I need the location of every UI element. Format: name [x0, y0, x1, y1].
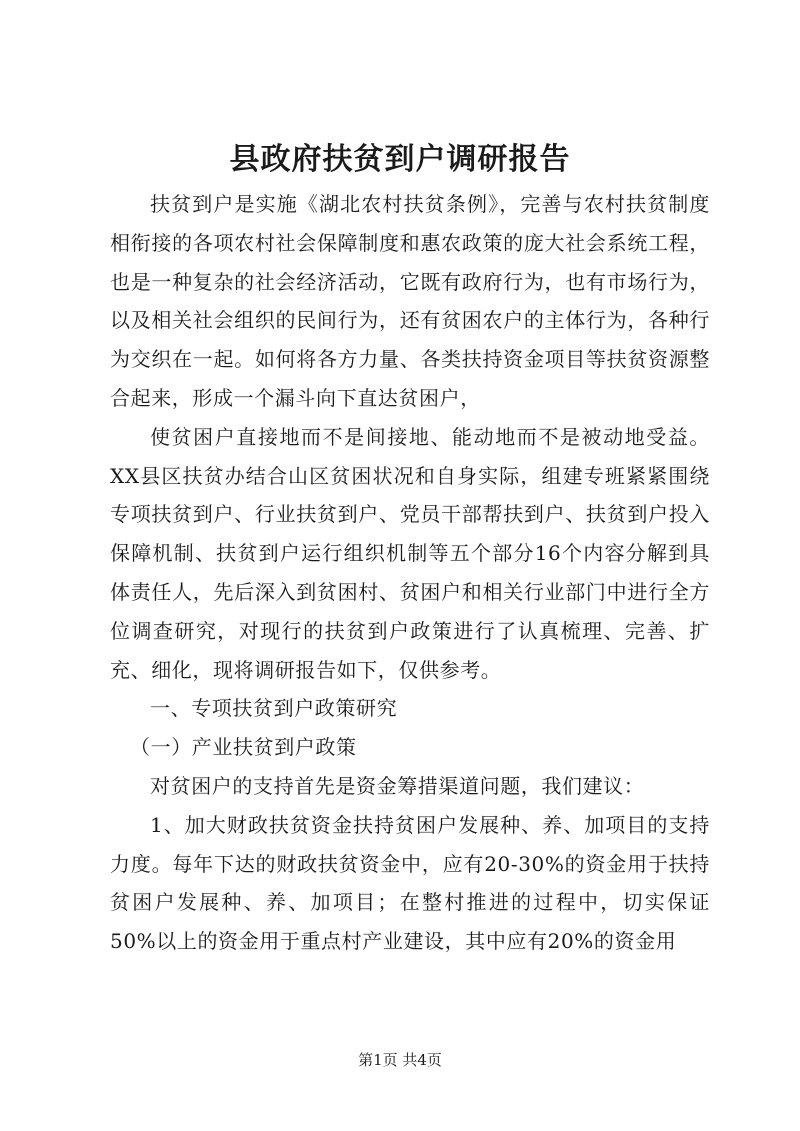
subsection-heading: （一）产业扶贫到户政策: [130, 735, 357, 760]
document-title: 县政府扶贫到户调研报告: [229, 142, 571, 177]
page-footer: 第1页 共4页: [358, 1051, 442, 1069]
paragraph-benefit: 使贫困户直接地而不是间接地、能动地而不是被动地受益。XX县区扶贫办结合山区贫困状况和自身实际，组建专班紧紧围绕专项扶贫到户、行业扶贫到户、党员干部帮扶到户、扶贫到户投入保障机制、扶贫到户运行组织机制等五个部分16个内容分解到具体责任人，先后深入到贫困村、贫困户和相关行业部门中进行全方位调查研究，对现行的扶贫到户政策进行了认真梳理、完善、扩充、细化，现将调研报告如下，仅供参考。: [110, 424, 710, 682]
document-body: [110, 185, 710, 961]
paragraph-item-1: 1、加大财政扶贫资金扶持贫困户发展种、养、加项目的支持力度。每年下达的财政扶贫资金中，应有20-30%的资金用于扶持贫困户发展种、养、加项目；在整村推进的过程中，切实保证50%以上的资金用于重点村产业建设，其中应有20%的资金用: [110, 812, 710, 954]
paragraph-funding: 对贫困户的支持首先是资金筹措渠道问题，我们建议：: [150, 773, 645, 798]
paragraph-intro: 扶贫到户是实施《湖北农村扶贫条例》，完善与农村扶贫制度相衔接的各项农村社会保障制度和惠农政策的庞大社会系统工程，也是一种复杂的社会经济活动，它既有政府行为，也有市场行为，以及相关社会组织的民间行为，还有贫困农户的主体行为，各种行为交织在一起。如何将各方力量、各类扶持资金项目等扶贫资源整合起来，形成一个漏斗向下直达贫困户，: [110, 192, 710, 410]
section-heading: 一、专项扶贫到户政策研究: [150, 696, 398, 721]
